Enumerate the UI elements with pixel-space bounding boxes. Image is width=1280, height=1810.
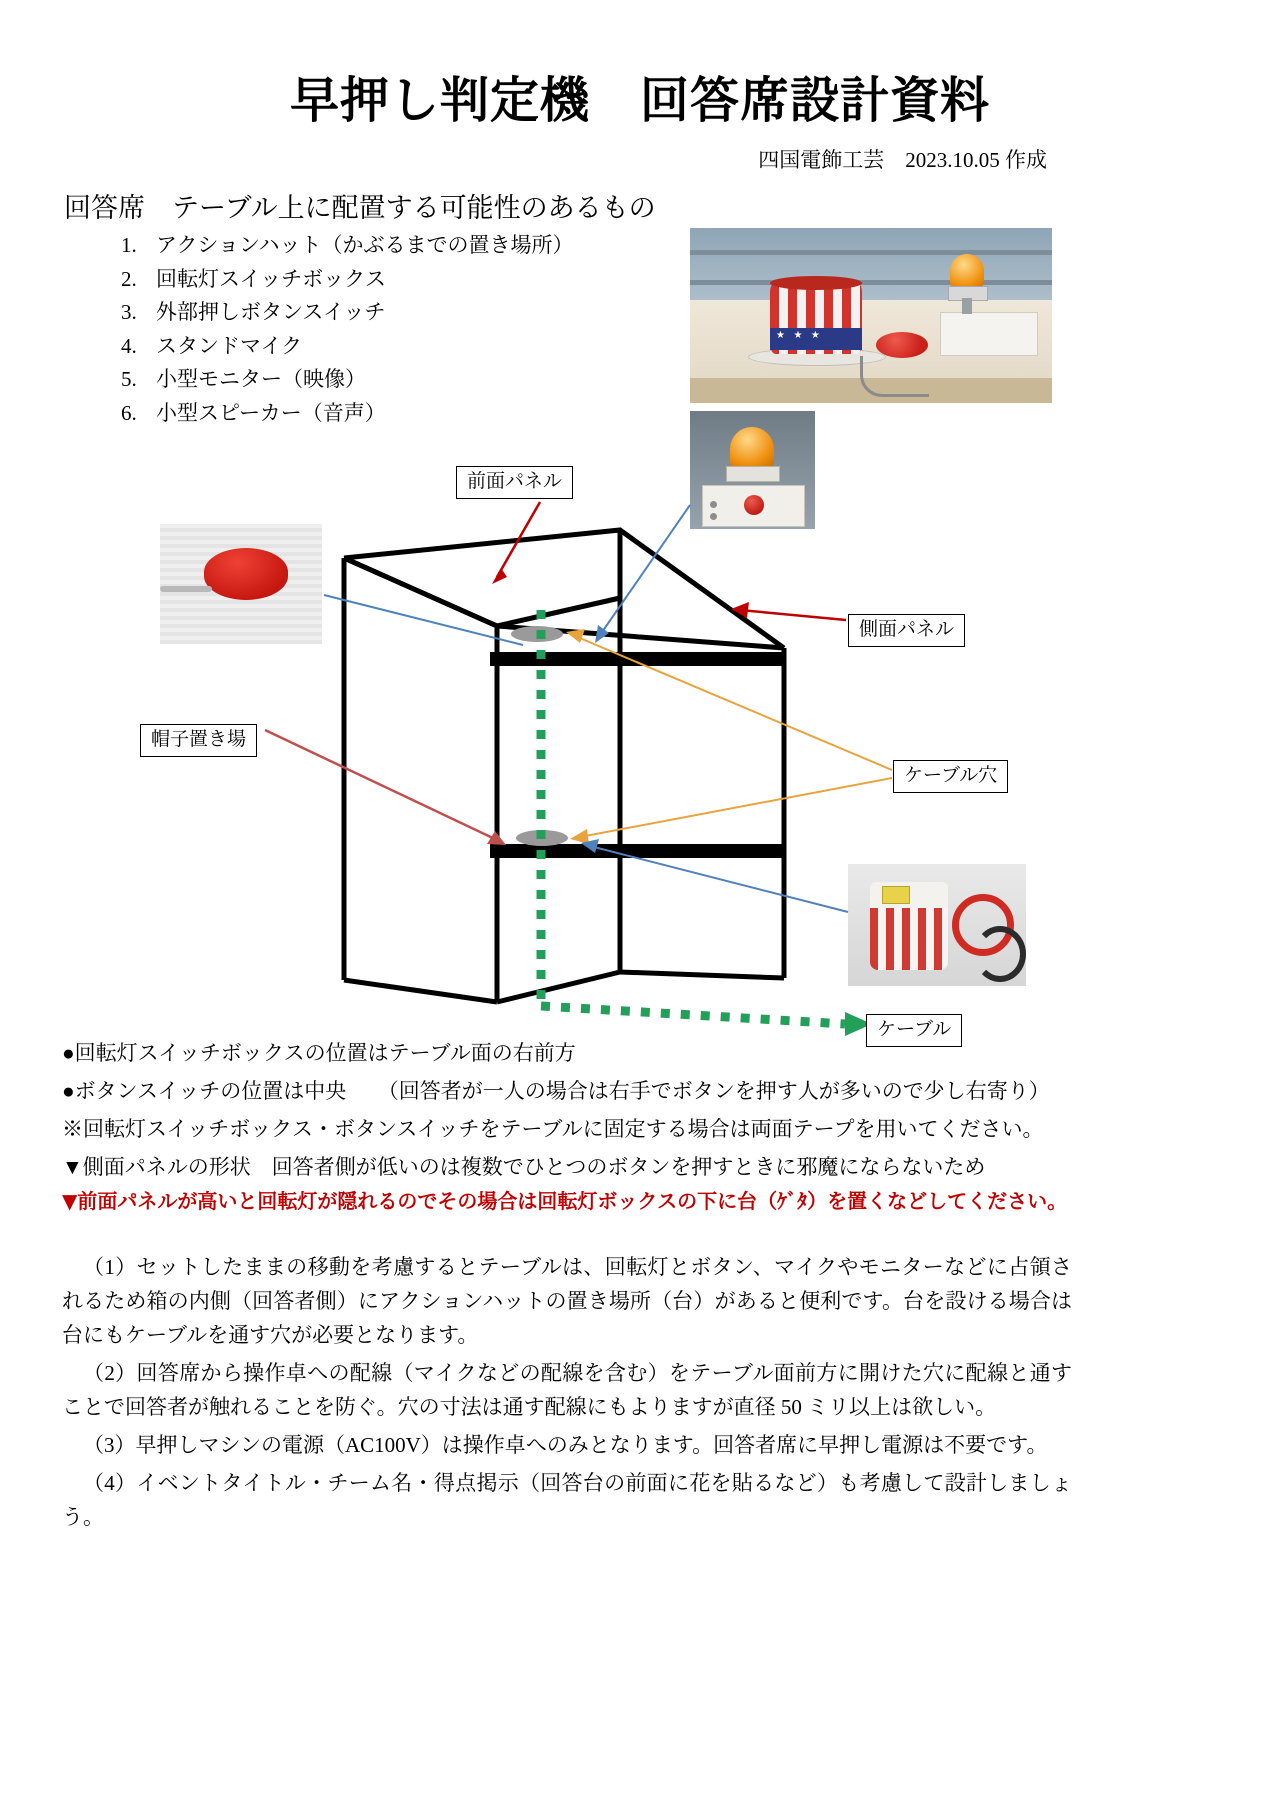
callout-side-panel: 側面パネル [848,614,965,647]
paragraph: （2）回答席から操作卓への配線（マイクなどの配線を含む）をテーブル面前方に開けた穴に配線と通すことで回答者が触れることを防ぐ。穴の寸法は通す配線にもよりますが直径 50 ミリ以上は欲しい。 [62,1361,1072,1420]
notes-paragraphs [62,1250,1072,1538]
list-item: 6. 小型スピーカー（音声） [142,402,573,424]
red-push-button [876,332,928,358]
switch-box-body [940,312,1038,356]
note-line: ●回転灯スイッチボックスの位置はテーブル面の右前方 [62,1041,576,1065]
page-title: 早押し判定機 回答席設計資料 [289,72,990,129]
photo-background-wall [690,228,1052,302]
note-line: ●ボタンスイッチの位置は中央 （回答者が一人の場合は右手でボタンを押す人が多いので少し右寄り） [62,1079,1050,1103]
action-hat [764,276,868,362]
list-item: 4. スタンドマイク [142,335,573,357]
photo-cord [860,356,929,397]
note-line: ※回転灯スイッチボックス・ボタンスイッチをテーブルに固定する場合は両面テープを用いてください。 [62,1117,1044,1141]
paragraph: （3）早押しマシンの電源（AC100V）は操作卓へのみとなります。回答者席に早押し電源は不要です。 [83,1433,1048,1458]
photo-shelf-line [690,250,1052,255]
callout-cable: ケーブル [866,1014,962,1047]
section-heading: 回答席 テーブル上に配置する可能性のあるもの [64,193,656,223]
photo-shelf-line [690,280,1052,285]
paragraph: （4）イベントタイトル・チーム名・得点掲示（回答台の前面に花を貼るなど）も考慮して設計しましょう。 [62,1471,1072,1530]
note-line: ▼側面パネルの形状 回答者側が低いのは複数でひとつのボタンを押すときに邪魔にならないため [62,1155,986,1179]
callout-cable-hole: ケーブル穴 [893,760,1008,793]
beacon-dome [950,254,984,288]
hat-top [770,276,862,290]
callout-hat-place: 帽子置き場 [140,724,257,757]
equipment-list [100,234,573,435]
list-item: 1. アクションハット（かぶるまでの置き場所） [142,234,573,256]
warning-note: ▼前面パネルが高いと回転灯が隠れるのでその場合は回転灯ボックスの下に台（ｹﾞﾀ）を置くなどしてください。 [62,1189,1068,1213]
box-outline [344,530,784,1002]
list-item: 3. 外部押しボタンスイッチ [142,301,573,323]
list-item: 2. 回転灯スイッチボックス [142,268,573,290]
byline: 四国電飾工芸 2023.10.05 作成 [758,148,1047,172]
paragraph: （1）セットしたままの移動を考慮するとテーブルは、回転灯とボタン、マイクやモニターなどに占領されるため箱の内側（回答者側）にアクションハットの置き場所（台）があると便利です。台を設ける場合は台にもケーブルを通す穴が必要となります。 [62,1255,1072,1348]
hat-star-band [770,328,862,350]
shelf-bars [490,652,786,858]
beacon-stem [962,298,972,314]
callout-front-panel: 前面パネル [456,466,573,499]
list-item: 5. 小型モニター（映像） [142,368,573,390]
photo-hat-and-beacon-on-table [690,228,1052,403]
rotating-beacon [946,254,988,312]
cable-path [541,610,845,1024]
